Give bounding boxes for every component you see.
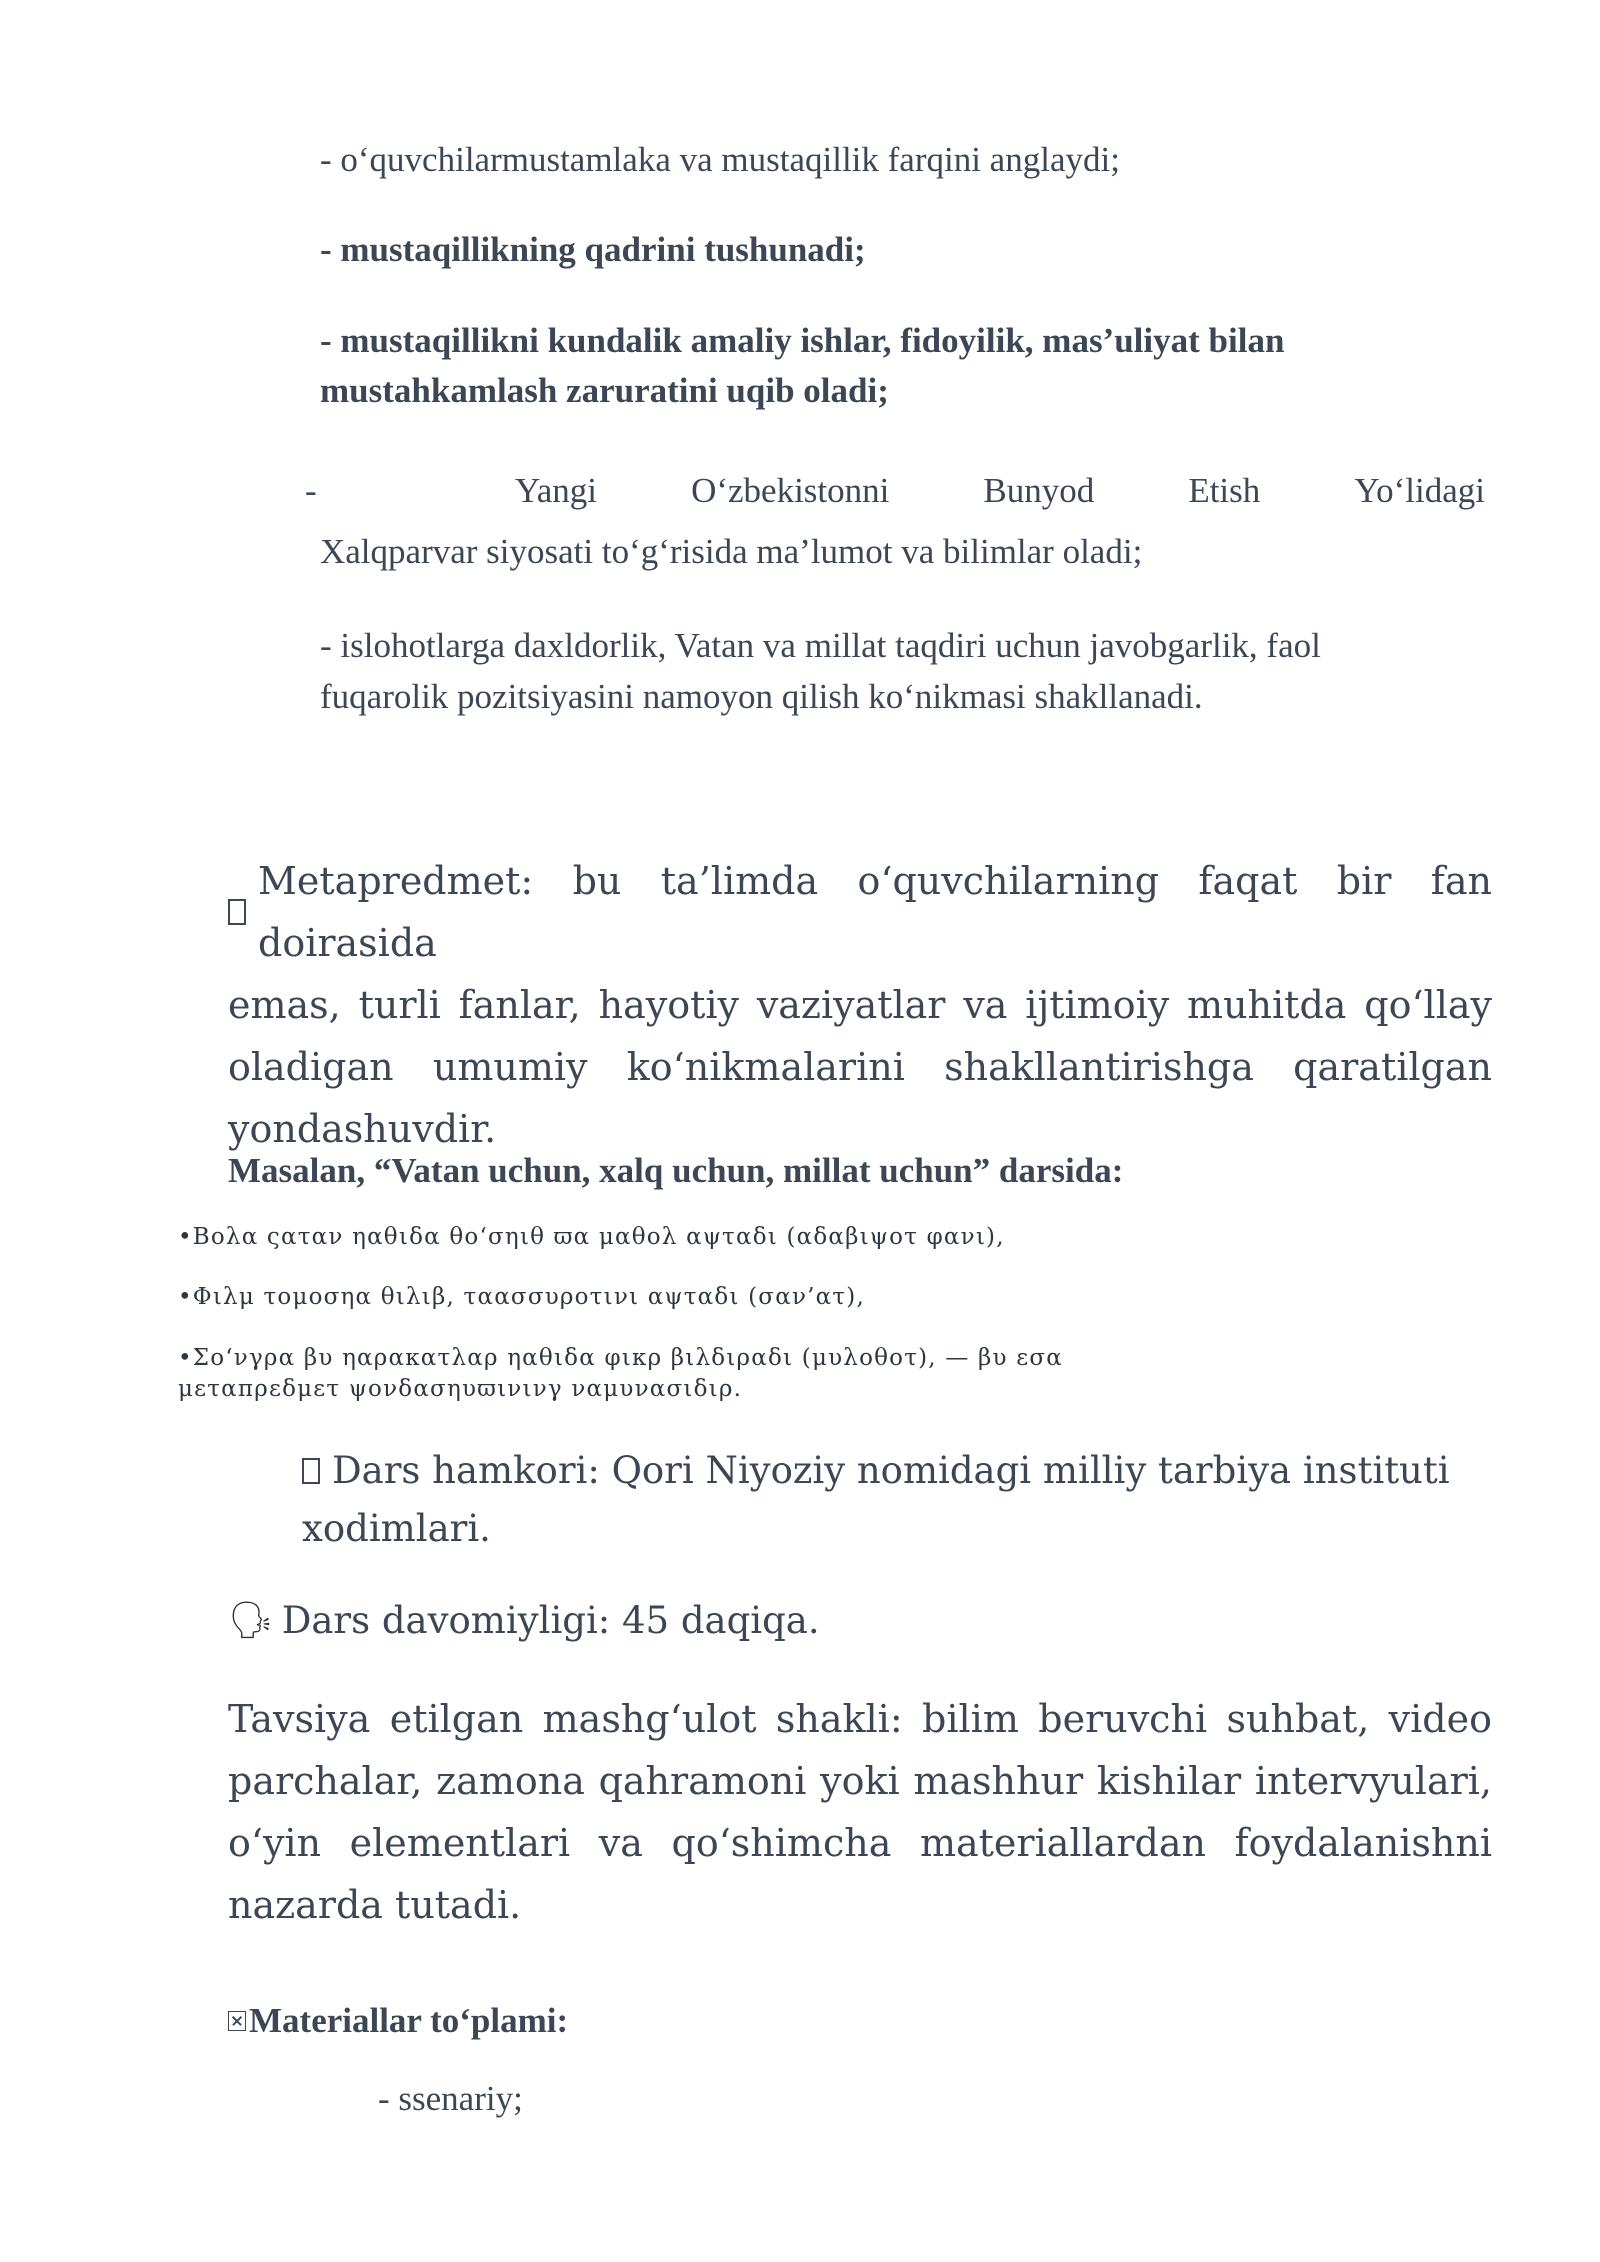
partner-line-1: Dars hamkori: Qori Niyoziy nomidagi milliy tarbiya instituti xyxy=(332,1449,1450,1492)
outcome-line-4 xyxy=(305,466,1485,516)
metapredmet-line-3: oladigan umumiy ko‘nikmalarini shakllantirishga qaratilgan xyxy=(228,1045,1492,1089)
metapredmet-paragraph xyxy=(228,850,1492,1160)
outcome-line-4b: Xalqparvar siyosati to‘g‘risida ma’lumot va bilimlar oladi; xyxy=(320,532,1143,571)
outcome-word-4: Etish xyxy=(1188,471,1261,510)
missing-glyph-icon xyxy=(228,899,246,925)
outcome-line-5a: - islohotlarga daxldorlik, Vatan va millat taqdiri uchun javobgarlik, faol xyxy=(320,626,1321,665)
outcome-line-5b: fuqarolik pozitsiyasini namoyon qilish ko‘nikmasi shakllanadi. xyxy=(320,677,1203,716)
outcome-line-2: - mustaqillikning qadrini tushunadi; xyxy=(320,230,866,269)
example-bullet-2: •Φιλμ τομοσηα θιλιβ, ταασσυροτινι αψταδι (σαν’ατ), xyxy=(178,1284,865,1310)
outcome-line-4-dash: - xyxy=(305,471,317,510)
example-bullet-3b: μεταπρεδμετ ψονδασηυϖινινγ ναμυνασιδιρ. xyxy=(178,1376,743,1402)
format-line-1: Tavsiya etilgan mashg‘ulot shakli: bilim beruvchi suhbat, video xyxy=(228,1697,1492,1741)
partner-line-2: xodimlari. xyxy=(302,1507,491,1550)
format-paragraph xyxy=(228,1688,1492,1936)
example-bullet-3a: •Σο‘νγρα βυ ηαρακατλαρ ηαθιδα φικρ βιλδιραδι (μυλοθοτ), — βυ εσα xyxy=(178,1345,1063,1371)
metapredmet-line-4: yondashuvdir. xyxy=(228,1107,497,1151)
format-line-4: nazarda tutadi. xyxy=(228,1883,522,1927)
materials-heading-row xyxy=(228,1998,568,2044)
materials-heading: Materiallar to‘plami: xyxy=(249,2001,569,2040)
outcome-line-3b: mustahkamlash zaruratini uqib oladi; xyxy=(320,371,889,410)
partner-paragraph xyxy=(302,1442,1450,1558)
speaking-head-icon: 🗣 xyxy=(228,1600,274,1641)
duration-text: Dars davomiyligi: 45 daqiqa. xyxy=(281,1599,820,1642)
missing-glyph-icon xyxy=(302,1458,320,1484)
duration-line xyxy=(228,1596,820,1646)
outcome-line-3a: - mustaqillikni kundalik amaliy ishlar, fidoyilik, mas’uliyat bilan xyxy=(320,321,1285,360)
outcome-word-3: Bunyod xyxy=(983,471,1095,510)
outcome-word-2: O‘zbekistonni xyxy=(691,471,890,510)
outcome-line-1: - o‘quvchilarmustamlaka va mustaqillik farqini anglaydi; xyxy=(320,140,1120,179)
example-bullet-1: •Βολα ςαταν ηαθιδα θο‘σηιθ ϖα μαθολ αψταδι (αδαβιψοτ φανι), xyxy=(178,1224,1005,1250)
materials-item-1: - ssenariy; xyxy=(378,2079,523,2118)
metapredmet-line-1: Metapredmet: bu ta’limda o‘quvchilarning faqat bir fan doirasida xyxy=(258,859,1492,965)
outcome-word-1: Yangi xyxy=(515,471,598,510)
box-x-icon xyxy=(228,2011,246,2031)
format-line-3: o‘yin elementlari va qo‘shimcha materiallardan foydalanishni xyxy=(228,1821,1492,1865)
format-line-2: parchalar, zamona qahramoni yoki mashhur kishilar intervyulari, xyxy=(228,1759,1492,1803)
metapredmet-line-2: emas, turli fanlar, hayotiy vaziyatlar va ijtimoiy muhitda qo‘llay xyxy=(228,983,1492,1027)
outcome-word-5: Yo‘lidagi xyxy=(1354,471,1485,510)
example-heading: Masalan, “Vatan uchun, xalq uchun, millat uchun” darsida: xyxy=(228,1151,1124,1190)
